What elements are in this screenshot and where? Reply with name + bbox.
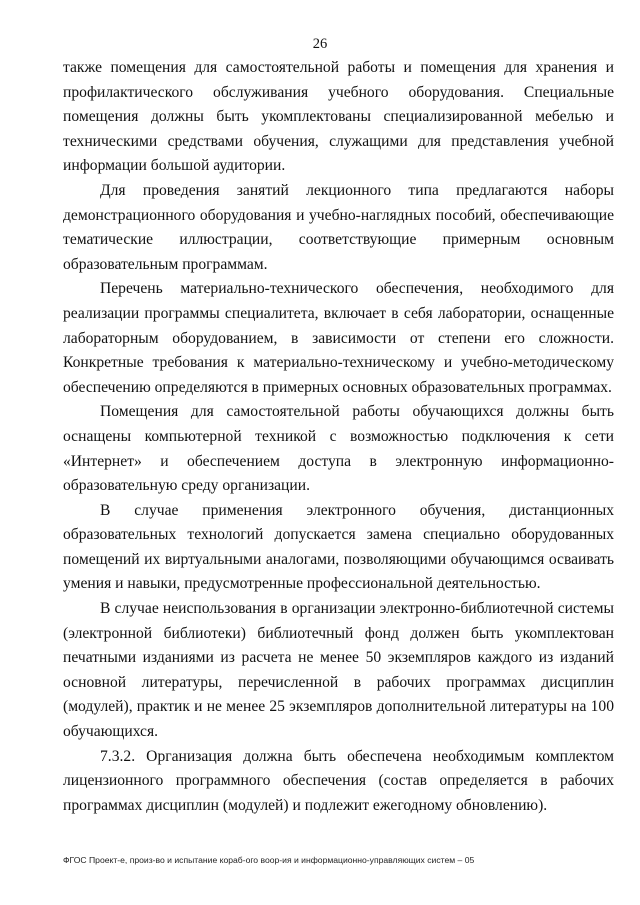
- page-number: 26: [312, 36, 328, 52]
- document-body: [63, 56, 614, 818]
- paragraph-library-fund: В случае неиспользования в организации электронно-библиотечной системы (электронной библиотеки) библиотечный фонд должен быть укомплектован печатными изданиями из расчета не менее 50 экземпляров каждого из изданий основной литературы, перечисленной в рабочих программах дисциплин (модулей), практик и не менее 25 экземпляров дополнительной литературы на 100 обучающихся.: [63, 600, 614, 741]
- paragraph-e-learning: В случае применения электронного обучения, дистанционных образовательных технологий допускается замена специально оборудованных помещений их виртуальными аналогами, позволяющими обучающимся осваивать умения и навыки, предусмотренные профессиональной деятельностью.: [63, 501, 614, 593]
- paragraph-self-study-rooms: Помещения для самостоятельной работы обучающихся должны быть оснащены компьютерной техникой с возможностью подключения к сети «Интернет» и обеспечением доступа в электронную информационно-образовательную среду организации.: [63, 403, 614, 495]
- paragraph-material-technical-list: Перечень материально-технического обеспечения, необходимого для реализации программы специалитета, включает в себя лаборатории, оснащенные лабораторным оборудованием, в зависимости от степени его сложности. Конкретные требования к материально-техническому и учебно-методическому обеспечению определяются в примерных основных образовательных программах.: [63, 280, 614, 396]
- page-footer: ФГОС Проект-е, произ-во и испытание кораб-ого воор-ия и информационно-управляющих систем – 05: [63, 855, 475, 865]
- paragraph-section-7-3-2: 7.3.2. Организация должна быть обеспечена необходимым комплектом лицензионного программного обеспечения (состав определяется в рабочих программах дисциплин (модулей) и подлежит ежегодному обновлению).: [63, 747, 614, 814]
- paragraph-continuation: также помещения для самостоятельной работы и помещения для хранения и профилактического обслуживания учебного оборудования. Специальные помещения должны быть укомплектованы специализированной мебелью и техническими средствами обучения, служащими для представления учебной информации большой аудитории.: [63, 59, 614, 175]
- paragraph-demonstration-equipment: Для проведения занятий лекционного типа предлагаются наборы демонстрационного оборудования и учебно-наглядных пособий, обеспечивающие тематические иллюстрации, соответствующие примерным основным образовательным программам.: [63, 181, 614, 273]
